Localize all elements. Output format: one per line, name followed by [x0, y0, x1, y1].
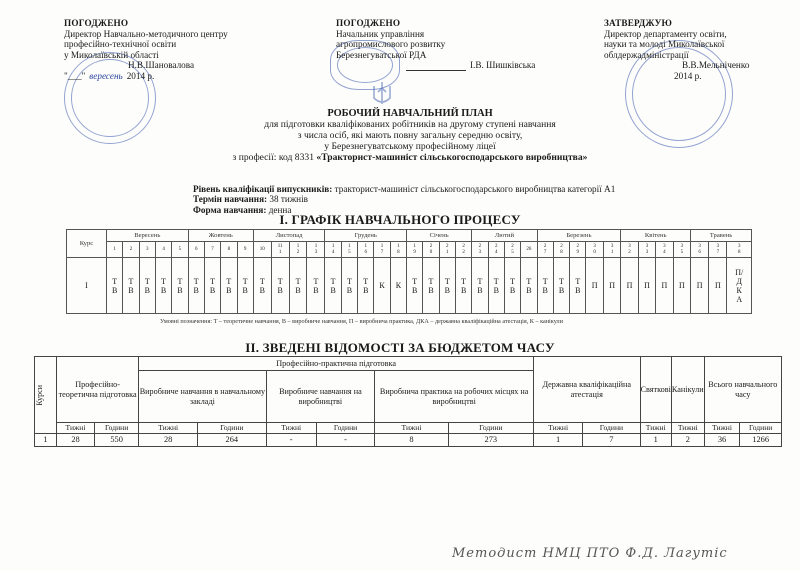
unit-hours: Години	[583, 423, 640, 434]
profession-code: з професії: код 8331	[232, 152, 314, 163]
month-header: Листопад	[253, 230, 325, 242]
approval-heading: ЗАТВЕРДЖУЮ	[604, 18, 673, 28]
approval-date-year: 2014 р.	[126, 70, 155, 81]
week-number: 3 4	[656, 242, 673, 258]
plan-subtitle: для підготовки кваліфікованих робітників на другому ступені навчання	[264, 119, 556, 130]
week-number: 3 6	[691, 242, 709, 258]
meta-label: Термін навчання:	[193, 194, 268, 205]
week-number: 10	[253, 242, 271, 258]
week-number: 2 0	[423, 242, 439, 258]
handwritten-note: Методист НМЦ ПТО Ф.Д. Лагутіс	[452, 546, 728, 561]
schedule-cell: П	[586, 258, 603, 314]
week-number: 9	[237, 242, 253, 258]
profession-name: «Тракторист-машиніст сільськогосподарського виробництва»	[316, 152, 588, 163]
table-cell: 28	[139, 434, 198, 447]
table-cell: 1266	[740, 434, 782, 447]
table-cell: 36	[704, 434, 740, 447]
budget-table	[34, 356, 782, 447]
schedule-cell: Т В	[139, 258, 155, 314]
schedule-cell: Т В	[472, 258, 488, 314]
week-number: 11 1	[271, 242, 289, 258]
schedule-cell: Т В	[537, 258, 553, 314]
week-number: 26	[521, 242, 537, 258]
schedule-cell: Т В	[123, 258, 139, 314]
section-title: І. ГРАФІК НАВЧАЛЬНОГО ПРОЦЕСУ	[279, 212, 521, 227]
table-cell: 264	[198, 434, 266, 447]
schedule-cell: П	[638, 258, 655, 314]
week-number: 3 5	[673, 242, 690, 258]
meta-value: тракторист-машиніст сільськогосподарського виробництва категорії А1	[334, 184, 616, 194]
week-number: 2	[123, 242, 139, 258]
week-number: 1 4	[325, 242, 341, 258]
schedule-cell: Т В	[107, 258, 123, 314]
table-cell: 2	[671, 434, 704, 447]
week-number: 2 7	[537, 242, 553, 258]
schedule-cell: Т В	[172, 258, 188, 314]
approval-date-year: 2014 р.	[674, 70, 702, 81]
week-number: 8	[221, 242, 237, 258]
schedule-cell: Т В	[237, 258, 253, 314]
schedule-row	[67, 258, 752, 314]
schedule-cell: Т В	[504, 258, 520, 314]
week-number: 3 7	[709, 242, 727, 258]
table-cell: 28	[57, 434, 95, 447]
schedule-cell: Т В	[553, 258, 569, 314]
approval-heading: ПОГОДЖЕНО	[336, 18, 401, 28]
month-header: Квітень	[621, 230, 691, 242]
kurs-header: Курси	[35, 357, 57, 434]
unit-hours: Години	[740, 423, 782, 434]
school-training-header: Виробниче навчання в навчальному закладі	[139, 371, 266, 423]
schedule-cell: Т В	[155, 258, 171, 314]
week-number: 2 9	[570, 242, 586, 258]
schedule-cell: Т В	[488, 258, 504, 314]
schedule-cell: П	[709, 258, 727, 314]
table-cell: 273	[448, 434, 533, 447]
week-number: 1 6	[358, 242, 374, 258]
section-title: ІІ. ЗВЕДЕНІ ВІДОМОСТІ ЗА БЮДЖЕТОМ ЧАСУ	[245, 340, 555, 355]
schedule-cell: П	[673, 258, 690, 314]
plan-subtitle: з числа осіб, які мають повну загальну середню освіту,	[297, 130, 523, 141]
approval-line: Березнегуватської РДА	[336, 49, 427, 60]
table-cell: 1	[640, 434, 671, 447]
holidays-header: Святкові	[640, 357, 671, 423]
unit-weeks: Тижні	[704, 423, 740, 434]
unit-hours: Години	[448, 423, 533, 434]
schedule-cell: Т В	[570, 258, 586, 314]
week-number: 2 8	[553, 242, 569, 258]
schedule-cell: Т В	[521, 258, 537, 314]
unit-weeks: Тижні	[266, 423, 316, 434]
week-number: 7	[204, 242, 220, 258]
approval-line: облдержадміністрації	[604, 49, 689, 60]
month-header: Грудень	[325, 230, 407, 242]
production-practice-header: Виробнича практика на робочих місцях на виробництві	[375, 371, 534, 423]
meta-value: 38 тижнів	[269, 194, 308, 205]
schedule-cell: Т В	[289, 258, 307, 314]
schedule-cell: Т В	[407, 258, 423, 314]
schedule-cell: Т В	[253, 258, 271, 314]
kurs-header: Курс	[67, 230, 107, 258]
week-number: 3	[139, 242, 155, 258]
week-number: 2 5	[504, 242, 520, 258]
unit-hours: Години	[198, 423, 266, 434]
unit-weeks: Тижні	[533, 423, 582, 434]
week-number: 2 1	[439, 242, 455, 258]
total-header: Всього навчального часу	[704, 357, 781, 423]
week-number: 1 9	[407, 242, 423, 258]
schedule-cell: Т В	[307, 258, 325, 314]
plan-profession	[150, 152, 670, 163]
schedule-cell: Т В	[325, 258, 341, 314]
approval-signer: Н.В.Шановалова	[128, 60, 195, 71]
schedule-table	[66, 229, 752, 314]
unit-weeks: Тижні	[57, 423, 95, 434]
week-number: 1	[107, 242, 123, 258]
week-row	[67, 242, 752, 258]
schedule-cell: Т В	[271, 258, 289, 314]
schedule-cell: Т В	[423, 258, 439, 314]
attestation-header: Державна кваліфікаційна атестація	[533, 357, 640, 423]
plan-title: РОБОЧИЙ НАВЧАЛЬНИЙ ПЛАН	[327, 108, 493, 119]
schedule-cell: Т В	[455, 258, 471, 314]
plan-subtitle: у Березнегуватському професійному ліцеї	[324, 141, 496, 152]
unit-weeks: Тижні	[139, 423, 198, 434]
approval-signer: В.В.Мельніченко	[682, 60, 750, 71]
week-number: 3 1	[603, 242, 620, 258]
plan-meta	[193, 184, 615, 215]
month-header: Березень	[537, 230, 621, 242]
approval-line: у Миколаївській області	[64, 49, 159, 60]
week-number: 2 3	[472, 242, 488, 258]
unit-weeks: Тижні	[375, 423, 448, 434]
meta-label: Форма навчання:	[193, 204, 267, 215]
schedule-cell: П	[656, 258, 673, 314]
approval-line: професійно-технічної освіти	[64, 39, 177, 50]
schedule-cell: Т В	[188, 258, 204, 314]
week-number: 6	[188, 242, 204, 258]
week-number: 1 5	[341, 242, 357, 258]
schedule-cell: П	[603, 258, 620, 314]
unit-weeks: Тижні	[640, 423, 671, 434]
table-cell: -	[266, 434, 316, 447]
week-number: 1 8	[390, 242, 406, 258]
approval-block-middle	[336, 18, 536, 71]
week-number: 2 2	[455, 242, 471, 258]
week-number: 1 3	[307, 242, 325, 258]
table-cell: 550	[95, 434, 139, 447]
meta-value: денна	[268, 204, 292, 215]
approval-date-day: "___"	[64, 70, 86, 81]
unit-hours: Години	[95, 423, 139, 434]
schedule-cell: Т В	[221, 258, 237, 314]
kurs-value: I	[67, 258, 107, 314]
approval-line: Начальник управління	[336, 28, 425, 39]
week-number: 1 7	[374, 242, 390, 258]
table-row	[35, 434, 782, 447]
trident-emblem-icon	[368, 80, 396, 108]
meta-label: Рівень кваліфікації випускників:	[193, 184, 333, 194]
week-number: 2 4	[488, 242, 504, 258]
approval-heading: ПОГОДЖЕНО	[64, 18, 129, 28]
month-header: Травень	[691, 230, 752, 242]
schedule-cell: Т В	[341, 258, 357, 314]
table-cell: -	[316, 434, 375, 447]
month-header: Жовтень	[188, 230, 253, 242]
table-cell: 8	[375, 434, 448, 447]
signature-line	[406, 60, 466, 71]
week-number: 1 2	[289, 242, 307, 258]
schedule-cell: К	[374, 258, 390, 314]
approval-date-month: вересень	[89, 70, 123, 81]
theory-header: Професійно-теоретична підготовка	[57, 357, 139, 423]
schedule-legend: Умовні позначення: Т – теоретичне навчання, В – виробниче навчання, П – виробнича практика, ДКА – державна кваліфікаційна атестація, К – канікули	[160, 318, 563, 325]
schedule-cell: П	[691, 258, 709, 314]
schedule-cell: Т В	[439, 258, 455, 314]
month-header: Січень	[407, 230, 472, 242]
week-number: 3 2	[621, 242, 638, 258]
vacation-header: Канікули	[671, 357, 704, 423]
month-row	[67, 230, 752, 242]
month-header: Лютий	[472, 230, 537, 242]
unit-hours: Години	[316, 423, 375, 434]
approval-signer: І.В. Шишківська	[470, 60, 536, 71]
schedule-cell: К	[390, 258, 406, 314]
week-number: 3 8	[727, 242, 752, 258]
table-cell: 7	[583, 434, 640, 447]
week-number: 4	[155, 242, 171, 258]
unit-weeks: Тижні	[671, 423, 704, 434]
approval-line: науки та молоді Миколаївської	[604, 39, 725, 50]
table-cell: 1	[533, 434, 582, 447]
approval-line: Директор Навчально-методичного центру	[64, 28, 228, 39]
approval-line: Директор департаменту освіти,	[604, 28, 727, 39]
schedule-cell: П/ Д К А	[727, 258, 752, 314]
plan-title-block	[150, 108, 670, 163]
week-number: 5	[172, 242, 188, 258]
week-number: 3 3	[638, 242, 655, 258]
schedule-cell: П	[621, 258, 638, 314]
enterprise-training-header: Виробниче навчання на виробництві	[266, 371, 375, 423]
month-header: Вересень	[107, 230, 189, 242]
approval-line: агропромислового розвитку	[336, 39, 446, 50]
approval-block-right	[604, 18, 794, 82]
week-number: 3 0	[586, 242, 603, 258]
schedule-cell: Т В	[358, 258, 374, 314]
schedule-cell: Т В	[204, 258, 220, 314]
practice-header: Професійно-практична підготовка	[139, 357, 534, 371]
approval-block-left	[64, 18, 284, 82]
kurs-value: 1	[35, 434, 57, 447]
